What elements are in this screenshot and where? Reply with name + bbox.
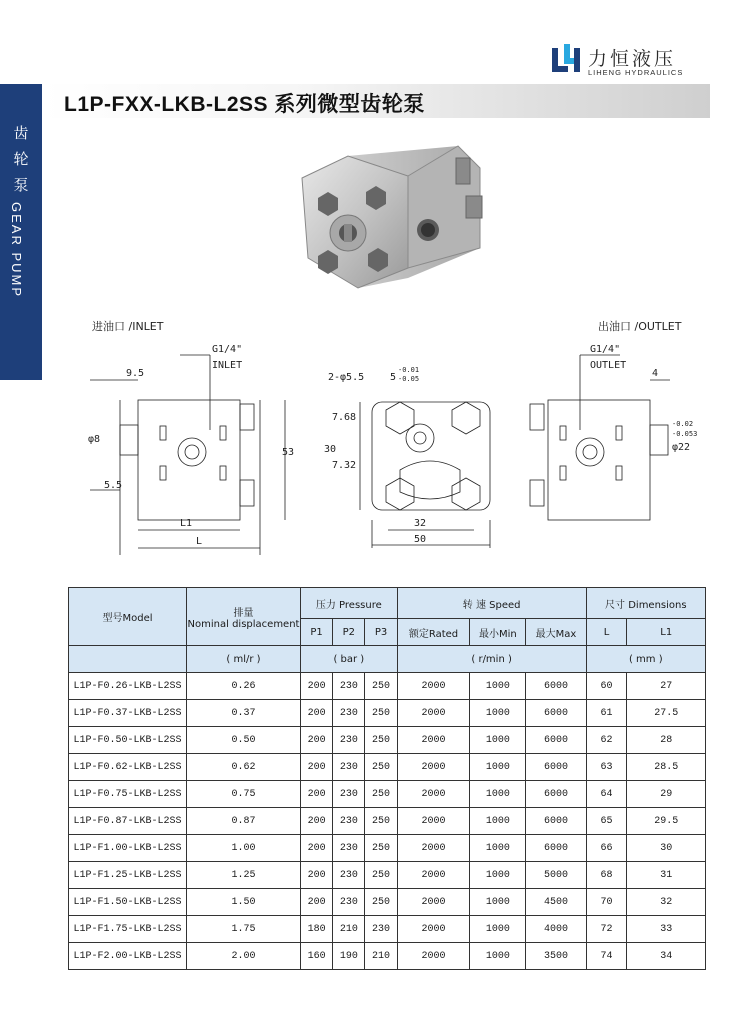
- cell-p1: 200: [301, 754, 333, 781]
- cell-p1: 200: [301, 862, 333, 889]
- cell-L: 72: [586, 916, 627, 943]
- cell-disp: 1.00: [187, 835, 301, 862]
- brand-name-en: LIHENG HYDRAULICS: [588, 68, 684, 77]
- dim-outlet-tag: OUTLET: [590, 360, 627, 371]
- table-row: [69, 889, 706, 916]
- cell-disp: 1.25: [187, 862, 301, 889]
- cell-max: 6000: [526, 835, 586, 862]
- cell-p3: 250: [365, 727, 397, 754]
- cell-model: L1P-F0.37-LKB-L2SS: [69, 700, 187, 727]
- th-rated: 额定Rated: [397, 619, 470, 646]
- brand-name-cn: 力恒液压: [588, 48, 677, 70]
- cell-p3: 250: [365, 781, 397, 808]
- cell-rated: 2000: [397, 781, 470, 808]
- th-p3: P3: [365, 619, 397, 646]
- spec-table: [68, 587, 706, 970]
- dim-phi22-tol-a: -0.02: [672, 420, 694, 428]
- cell-max: 6000: [526, 673, 586, 700]
- cell-L1: 31: [627, 862, 706, 889]
- cell-disp: 0.50: [187, 727, 301, 754]
- cell-model: L1P-F2.00-LKB-L2SS: [69, 943, 187, 970]
- cell-min: 1000: [470, 889, 526, 916]
- page-title: L1P-FXX-LKB-L2SS 系列微型齿轮泵: [64, 93, 425, 116]
- cell-L: 61: [586, 700, 627, 727]
- table-row: [69, 700, 706, 727]
- cell-L1: 33: [627, 916, 706, 943]
- cell-p3: 250: [365, 700, 397, 727]
- dim-tol-lower: -0.05: [398, 375, 420, 383]
- th-min: 最小Min: [470, 619, 526, 646]
- cell-p3: 250: [365, 754, 397, 781]
- cell-max: 6000: [526, 781, 586, 808]
- table-row: [69, 808, 706, 835]
- cell-max: 6000: [526, 700, 586, 727]
- cell-min: 1000: [470, 754, 526, 781]
- table-row: [69, 862, 706, 889]
- dim-53: 53: [282, 447, 295, 458]
- cell-model: L1P-F0.62-LKB-L2SS: [69, 754, 187, 781]
- cell-L: 65: [586, 808, 627, 835]
- side-label-cn: [0, 120, 42, 198]
- cell-disp: 1.50: [187, 889, 301, 916]
- th-unit-blank: [69, 646, 187, 673]
- cell-L: 62: [586, 727, 627, 754]
- cell-min: 1000: [470, 916, 526, 943]
- cell-p1: 200: [301, 727, 333, 754]
- cell-p1: 200: [301, 889, 333, 916]
- cell-p1: 180: [301, 916, 333, 943]
- cell-p2: 210: [333, 916, 365, 943]
- title-band: [42, 84, 710, 118]
- th-model: 型号Model: [69, 588, 187, 646]
- spec-table-wrap: [68, 587, 706, 970]
- cell-p3: 250: [365, 889, 397, 916]
- dim-holes: 2-φ5.5: [328, 372, 365, 383]
- cell-min: 1000: [470, 727, 526, 754]
- inlet-label: 进油口 /INLET: [92, 320, 164, 333]
- spec-table-body: [69, 673, 706, 970]
- th-unit-disp: ( ml/r ): [187, 646, 301, 673]
- brand-logo: [552, 44, 722, 84]
- th-max: 最大Max: [526, 619, 586, 646]
- table-row: [69, 727, 706, 754]
- th-displacement: [187, 588, 301, 646]
- side-label-bar: [0, 84, 42, 380]
- cell-disp: 0.62: [187, 754, 301, 781]
- cell-disp: 0.87: [187, 808, 301, 835]
- dim-phi22-tol-b: -0.053: [672, 430, 698, 438]
- dim-inlet-tag: INLET: [212, 360, 243, 371]
- cell-model: L1P-F0.26-LKB-L2SS: [69, 673, 187, 700]
- cell-p3: 210: [365, 943, 397, 970]
- dim-L: L: [196, 536, 203, 547]
- table-row: [69, 916, 706, 943]
- cell-p2: 230: [333, 781, 365, 808]
- cell-max: 6000: [526, 808, 586, 835]
- cell-min: 1000: [470, 943, 526, 970]
- cell-L: 70: [586, 889, 627, 916]
- cell-L: 64: [586, 781, 627, 808]
- cell-max: 3500: [526, 943, 586, 970]
- dim-phi8: φ8: [88, 434, 101, 445]
- dim-9-5: 9.5: [126, 368, 145, 379]
- dim-tol-5: 5: [390, 372, 397, 383]
- th-p2: P2: [333, 619, 365, 646]
- cell-rated: 2000: [397, 862, 470, 889]
- dim-outlet-port: G1/4": [590, 344, 621, 355]
- dim-inlet-port: G1/4": [212, 344, 243, 355]
- table-row: [69, 835, 706, 862]
- cell-rated: 2000: [397, 835, 470, 862]
- dim-32: 32: [414, 518, 427, 529]
- table-row: [69, 781, 706, 808]
- cell-L: 63: [586, 754, 627, 781]
- cell-p3: 250: [365, 862, 397, 889]
- cell-L1: 28: [627, 727, 706, 754]
- th-disp-en: Nominal displacement: [187, 618, 300, 630]
- gear-pump-photo: [288, 138, 488, 308]
- side-char-2: 轮: [13, 150, 29, 168]
- cell-model: L1P-F0.50-LKB-L2SS: [69, 727, 187, 754]
- cell-rated: 2000: [397, 808, 470, 835]
- cell-p3: 250: [365, 673, 397, 700]
- th-dimensions: 尺寸 Dimensions: [586, 588, 705, 619]
- technical-drawing: [60, 330, 700, 570]
- cell-rated: 2000: [397, 889, 470, 916]
- dim-30: 30: [324, 444, 337, 455]
- cell-min: 1000: [470, 862, 526, 889]
- dim-7-68: 7.68: [332, 412, 357, 423]
- cell-p2: 230: [333, 835, 365, 862]
- cell-p2: 230: [333, 862, 365, 889]
- cell-model: L1P-F0.87-LKB-L2SS: [69, 808, 187, 835]
- cell-min: 1000: [470, 835, 526, 862]
- cell-p2: 230: [333, 808, 365, 835]
- cell-rated: 2000: [397, 916, 470, 943]
- cell-L1: 29: [627, 781, 706, 808]
- cell-min: 1000: [470, 781, 526, 808]
- th-L: L: [586, 619, 627, 646]
- cell-p1: 200: [301, 673, 333, 700]
- dim-50: 50: [414, 534, 427, 545]
- cell-disp: 0.75: [187, 781, 301, 808]
- cell-L1: 29.5: [627, 808, 706, 835]
- cell-disp: 1.75: [187, 916, 301, 943]
- th-p1: P1: [301, 619, 333, 646]
- cell-rated: 2000: [397, 943, 470, 970]
- dim-tol-upper: -0.01: [398, 366, 420, 374]
- cell-max: 4500: [526, 889, 586, 916]
- brand-logo-icon: [552, 44, 580, 76]
- th-pressure: 压力 Pressure: [301, 588, 398, 619]
- cell-model: L1P-F1.25-LKB-L2SS: [69, 862, 187, 889]
- cell-p3: 250: [365, 835, 397, 862]
- side-view-outlet: [530, 355, 670, 520]
- outlet-label: 出油口 /OUTLET: [598, 320, 682, 333]
- table-row: [69, 943, 706, 970]
- th-L1: L1: [627, 619, 706, 646]
- cell-L1: 34: [627, 943, 706, 970]
- cell-rated: 2000: [397, 673, 470, 700]
- cell-p1: 200: [301, 835, 333, 862]
- cell-p2: 190: [333, 943, 365, 970]
- cell-disp: 2.00: [187, 943, 301, 970]
- cell-L1: 30: [627, 835, 706, 862]
- cell-p2: 230: [333, 889, 365, 916]
- cell-L1: 28.5: [627, 754, 706, 781]
- th-speed: 转 速 Speed: [397, 588, 586, 619]
- cell-max: 6000: [526, 754, 586, 781]
- cell-p3: 230: [365, 916, 397, 943]
- dim-7-32: 7.32: [332, 460, 357, 471]
- cell-max: 4000: [526, 916, 586, 943]
- cell-disp: 0.26: [187, 673, 301, 700]
- cell-p1: 160: [301, 943, 333, 970]
- cell-p1: 200: [301, 781, 333, 808]
- cell-p3: 250: [365, 808, 397, 835]
- dim-4: 4: [652, 368, 659, 379]
- cell-L: 68: [586, 862, 627, 889]
- cell-L1: 27: [627, 673, 706, 700]
- cell-max: 5000: [526, 862, 586, 889]
- th-unit-bar: ( bar ): [301, 646, 398, 673]
- cell-rated: 2000: [397, 700, 470, 727]
- cell-min: 1000: [470, 808, 526, 835]
- cell-max: 6000: [526, 727, 586, 754]
- th-unit-rmin: ( r/min ): [397, 646, 586, 673]
- cell-p2: 230: [333, 727, 365, 754]
- cell-L: 60: [586, 673, 627, 700]
- cell-L1: 32: [627, 889, 706, 916]
- th-disp-cn: 排量: [233, 607, 254, 619]
- dim-phi22: φ22: [672, 442, 691, 453]
- cell-min: 1000: [470, 673, 526, 700]
- side-char-3: 泵: [13, 176, 29, 194]
- cell-min: 1000: [470, 700, 526, 727]
- cell-model: L1P-F1.75-LKB-L2SS: [69, 916, 187, 943]
- cell-model: L1P-F1.50-LKB-L2SS: [69, 889, 187, 916]
- cell-rated: 2000: [397, 754, 470, 781]
- table-row: [69, 754, 706, 781]
- dim-L1: L1: [180, 518, 193, 529]
- cell-p2: 230: [333, 673, 365, 700]
- table-row: [69, 673, 706, 700]
- cell-rated: 2000: [397, 727, 470, 754]
- th-unit-mm: ( mm ): [586, 646, 705, 673]
- cell-p1: 200: [301, 808, 333, 835]
- cell-model: L1P-F1.00-LKB-L2SS: [69, 835, 187, 862]
- cell-p2: 230: [333, 700, 365, 727]
- side-label-en: GEAR PUMP: [9, 202, 24, 299]
- cell-p1: 200: [301, 700, 333, 727]
- cell-disp: 0.37: [187, 700, 301, 727]
- cell-L: 74: [586, 943, 627, 970]
- side-char-1: 齿: [13, 124, 29, 142]
- cell-L1: 27.5: [627, 700, 706, 727]
- dim-5-5: 5.5: [104, 480, 123, 491]
- cell-model: L1P-F0.75-LKB-L2SS: [69, 781, 187, 808]
- cell-p2: 230: [333, 754, 365, 781]
- cell-L: 66: [586, 835, 627, 862]
